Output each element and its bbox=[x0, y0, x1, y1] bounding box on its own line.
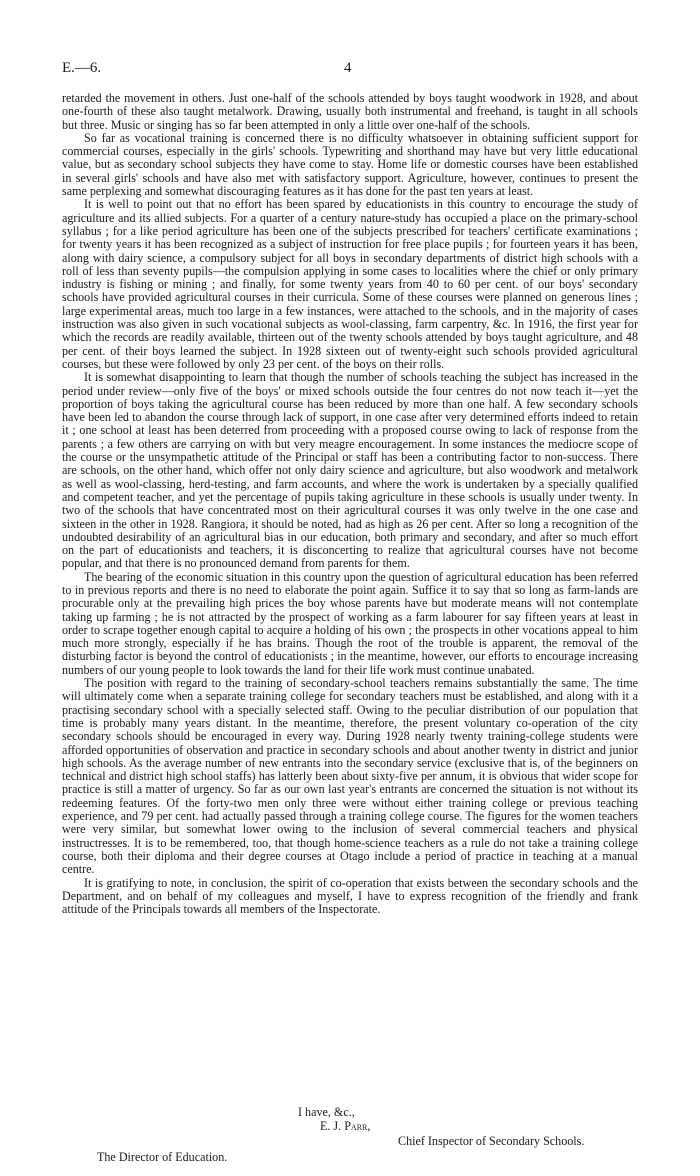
addressee: The Director of Education. bbox=[97, 1150, 228, 1164]
signatory-title: Chief Inspector of Secondary Schools. bbox=[398, 1134, 585, 1148]
paragraph-agriculture-decline: It is somewhat disappointing to learn that though the number of schools teaching the subject has increased in the period under review—only five of the boys' or mixed schools outside the four centres do not now teach it—yet the proportion of boys taking the agricultural course has been reduced by more than one half. A few secondary schools have been led to abandon the course through lack of support, in one case after very determined efforts indeed to retain it ; one school at least has been deterred from proceeding with a proposed course owing to lack of response from the parents ; a few others are carrying on with but very meagre encouragement. In some instances the mediocre scope of the course or the unsympathetic attitude of the Principal or staff has been a contributing factor to non-success. There are schools, on the other hand, which offer not only dairy science and agriculture, but also woodwork and metalwork as well as wool-classing, herd-testing, and farm accounts, and where the work is undertaken by a specially qualified and competent teacher, and yet the percentage of pupils taking agriculture in these schools is usually under twenty. In two of the schools that have concentrated most on their agricultural courses it was only twelve in the one case and sixteen in the other in 1928. Rangiora, it should be noted, had as high as 26 per cent. After so long a recognition of the undoubted desirability of an agricultural bias in our education, both primary and secondary, and after so much effort on the part of educationists and teachers, it is disconcerting to realize that agricultural courses have not become popular, and that there is no pronounced demand from parents for them. bbox=[62, 370, 638, 571]
paragraph-agriculture-efforts: It is well to point out that no effort has been spared by educationists in this country to encourage the study of agriculture and its allied subjects. For a quarter of a century nature-study has occupied a place on the primary-school syllabus ; for a like period agriculture has been one of the subjects prescribed for teachers' certificate examinations ; for twenty years it has been recognized as a subject of instruction for free place pupils ; for fourteen years it has been, along with dairy science, a compulsory subject for all boys in secondary departments of district high schools with a roll of less than seventy pupils—the compulsion applying in some cases to localities where the chief or only primary industry is fishing or mining ; and finally, for some twenty years from 40 to 60 per cent. of our boys' secondary schools have provided agricultural courses in their curricula. Some of these courses were planned on generous lines ; large experimental areas, much too large in a few instances, were attached to the schools, and in the majority of cases instruction was also given in such vocational subjects as wool-classing, farm carpentry, &c. In 1916, the first year for which the records are readily available, thirteen out of the twenty schools attended by boys taught agriculture, and 48 per cent. of their boys learned the subject. In 1928 sixteen out of twenty-eight such schools provided agricultural courses, but these were followed by only 23 per cent. of the boys on their rolls. bbox=[62, 197, 638, 371]
salutation: I have, &c., bbox=[298, 1105, 355, 1119]
page-number: 4 bbox=[344, 60, 352, 76]
document-reference: E.—6. bbox=[62, 60, 102, 76]
paragraph-conclusion: It is gratifying to note, in conclusion, the spirit of co-operation that exists between the secondary schools and the Department, and on behalf of my colleagues and myself, I have to express recognition of the friendly and frank attitude of the Principals towards all members of the Inspectorate. bbox=[62, 875, 638, 917]
paragraph-economic-situation: The bearing of the economic situation in this country upon the question of agricultural education has been referred to in previous reports and there is no need to elaborate the point again. Suffice it to say that so long as farm-lands are procurable only at the prevailing high prices the boy whose parents have but moderate means will not contemplate taking up farming ; he is not attracted by the prospect of working as a farm labourer for say fifteen years at least in order to scrape together enough capital to acquire a holding of his own ; the prospects in other vocations appeal to him much more strongly, especially if he has brains. Though the root of the trouble is apparent, the removal of the disturbing factor is beyond the control of educationists ; in the meantime, however, our efforts to encourage increasing numbers of our young people to look towards the land for their life work must continue unabated. bbox=[62, 569, 638, 677]
signatory-name: E. J. Parr, bbox=[320, 1119, 371, 1133]
report-body bbox=[62, 92, 638, 916]
page-header bbox=[62, 60, 638, 82]
paragraph-continued: retarded the movement in others. Just one-half of the schools attended by boys taught woodwork in 1928, and about one-fourth of these also taught metalwork. Drawing, usually both instrumental and freehand, is taught in all schools but three. Music or singing has so far been attempted in only a little over one-half of the schools. bbox=[62, 91, 638, 132]
paragraph-vocational-training: So far as vocational training is concerned there is no difficulty whatsoever in obtaining sufficient support for commercial courses, especially in the girls' schools. Typewriting and shorthand may have but very little educational value, but as secondary school subjects they have come to stay. Home life or domestic courses have been established in several girls' schools and have also met with satisfactory support. Agriculture, however, continues to present the same perplexing and somewhat discouraging features as it has done for the past ten years at least. bbox=[62, 130, 638, 199]
paragraph-teacher-training: The position with regard to the training of secondary-school teachers remains substantially the same. The time will ultimately come when a separate training college for secondary teachers must be established, and along with it a practising secondary school with a specially selected staff. Owing to the peculiar distribution of our population that time is probably many years distant. In the meantime, therefore, the present voluntary co-operation of the city secondary schools should be encouraged in every way. During 1928 nearly twenty training-college students were afforded opportunities of observation and practice in secondary schools and about another twenty in district and junior high schools. As the average number of new entrants into the secondary service (exclusive that is, of the beginners on technical and district high school staffs) has latterly been about sixty-five per annum, it is obvious that wider scope for practice is still a matter of urgency. So far as our own last year's entrants are concerned the situation is not without its redeeming features. Of the forty-two men only three were without either training college or previous teaching experience, and 79 per cent. had actually passed through a training college course. The figures for the women teachers were very similar, but somewhat lower owing to the inclusion of several commercial teachers and physical instructresses. It is to be remembered, too, that though home-science teachers as a rule do not take a training college course, both their diploma and their degree courses at Otago include a period of practice in teaching at a manual centre. bbox=[62, 676, 638, 877]
